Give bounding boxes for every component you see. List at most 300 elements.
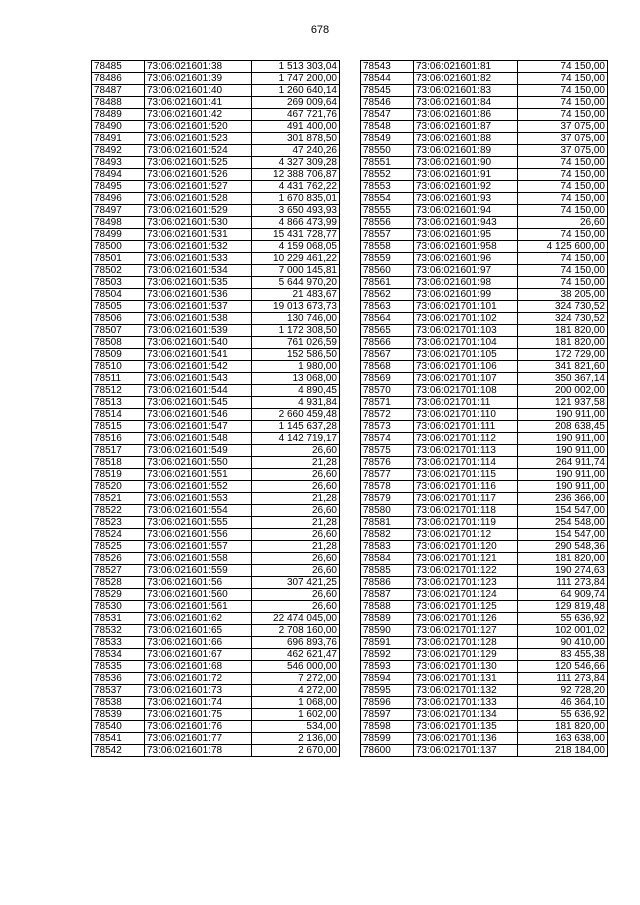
cadastral-value: 190 911,00 xyxy=(518,445,608,457)
cadastral-value: 74 150,00 xyxy=(518,73,608,85)
row-number: 78593 xyxy=(361,661,414,673)
row-number: 78568 xyxy=(361,361,414,373)
cadastral-number: 73:06:021701:111 xyxy=(414,421,518,433)
cadastral-value: 21 483,67 xyxy=(252,289,340,301)
cadastral-value: 74 150,00 xyxy=(518,277,608,289)
row-number: 78600 xyxy=(361,745,414,757)
table-row xyxy=(361,445,608,457)
cadastral-value: 37 075,00 xyxy=(518,145,608,157)
cadastral-number: 73:06:021701:132 xyxy=(414,685,518,697)
table-row xyxy=(92,457,340,469)
cadastral-number: 73:06:021701:133 xyxy=(414,697,518,709)
cadastral-value: 290 548,36 xyxy=(518,541,608,553)
table-row xyxy=(92,109,340,121)
table-row xyxy=(361,745,608,757)
cadastral-value: 74 150,00 xyxy=(518,253,608,265)
row-number: 78599 xyxy=(361,733,414,745)
table-row xyxy=(92,661,340,673)
row-number: 78492 xyxy=(92,145,145,157)
cadastral-number: 73:06:021601:561 xyxy=(145,601,252,613)
row-number: 78560 xyxy=(361,265,414,277)
cadastral-number: 73:06:021701:104 xyxy=(414,337,518,349)
cadastral-value: 1 513 303,04 xyxy=(252,61,340,73)
table-row xyxy=(361,661,608,673)
cadastral-number: 73:06:021701:136 xyxy=(414,733,518,745)
cadastral-value: 4 159 068,05 xyxy=(252,241,340,253)
table-row xyxy=(361,673,608,685)
row-number: 78506 xyxy=(92,313,145,325)
row-number: 78486 xyxy=(92,73,145,85)
row-number: 78558 xyxy=(361,241,414,253)
table-row xyxy=(92,565,340,577)
cadastral-number: 73:06:021601:89 xyxy=(414,145,518,157)
cadastral-number: 73:06:021701:123 xyxy=(414,577,518,589)
cadastral-value: 1 260 640,14 xyxy=(252,85,340,97)
table-row xyxy=(92,193,340,205)
cadastral-value: 74 150,00 xyxy=(518,265,608,277)
cadastral-value: 1 747 200,00 xyxy=(252,73,340,85)
table-row xyxy=(361,493,608,505)
cadastral-number: 73:06:021601:62 xyxy=(145,613,252,625)
cadastral-number: 73:06:021601:78 xyxy=(145,745,252,757)
row-number: 78555 xyxy=(361,205,414,217)
table-row xyxy=(361,517,608,529)
row-number: 78500 xyxy=(92,241,145,253)
table-row xyxy=(92,85,340,97)
cadastral-value: 26,60 xyxy=(518,217,608,229)
cadastral-value: 341 821,60 xyxy=(518,361,608,373)
cadastral-number: 73:06:021601:95 xyxy=(414,229,518,241)
table-row xyxy=(92,481,340,493)
table-row xyxy=(92,601,340,613)
cadastral-number: 73:06:021601:943 xyxy=(414,217,518,229)
row-number: 78505 xyxy=(92,301,145,313)
table-row xyxy=(361,457,608,469)
row-number: 78553 xyxy=(361,181,414,193)
table-row xyxy=(92,217,340,229)
page-number: 678 xyxy=(310,24,330,36)
table-row xyxy=(92,181,340,193)
table-row xyxy=(361,121,608,133)
cadastral-value: 74 150,00 xyxy=(518,85,608,97)
cadastral-value: 467 721,76 xyxy=(252,109,340,121)
cadastral-value: 37 075,00 xyxy=(518,133,608,145)
cadastral-number: 73:06:021601:75 xyxy=(145,709,252,721)
cadastral-value: 190 911,00 xyxy=(518,481,608,493)
cadastral-number: 73:06:021601:551 xyxy=(145,469,252,481)
table-row xyxy=(92,433,340,445)
cadastral-number: 73:06:021601:544 xyxy=(145,385,252,397)
table-row xyxy=(361,361,608,373)
table-row xyxy=(361,61,608,73)
cadastral-value: 307 421,25 xyxy=(252,577,340,589)
table-row xyxy=(92,589,340,601)
cadastral-value: 181 820,00 xyxy=(518,721,608,733)
row-number: 78542 xyxy=(92,745,145,757)
cadastral-number: 73:06:021601:535 xyxy=(145,277,252,289)
cadastral-value: 47 240,26 xyxy=(252,145,340,157)
table-row xyxy=(92,745,340,757)
row-number: 78507 xyxy=(92,325,145,337)
row-number: 78572 xyxy=(361,409,414,421)
row-number: 78566 xyxy=(361,337,414,349)
cadastral-value: 64 909,74 xyxy=(518,589,608,601)
row-number: 78496 xyxy=(92,193,145,205)
cadastral-value: 3 650 493,93 xyxy=(252,205,340,217)
cadastral-number: 73:06:021601:88 xyxy=(414,133,518,145)
row-number: 78518 xyxy=(92,457,145,469)
cadastral-value: 13 068,00 xyxy=(252,373,340,385)
row-number: 78596 xyxy=(361,697,414,709)
table-row xyxy=(361,169,608,181)
table-row xyxy=(92,253,340,265)
cadastral-value: 74 150,00 xyxy=(518,181,608,193)
table-row xyxy=(361,469,608,481)
table-row xyxy=(361,337,608,349)
table-row xyxy=(361,313,608,325)
table-row xyxy=(92,349,340,361)
row-number: 78517 xyxy=(92,445,145,457)
cadastral-number: 73:06:021601:82 xyxy=(414,73,518,85)
cadastral-value: 26,60 xyxy=(252,481,340,493)
table-row xyxy=(361,541,608,553)
table-row xyxy=(92,229,340,241)
cadastral-value: 4 866 473,99 xyxy=(252,217,340,229)
table-row xyxy=(361,637,608,649)
table-row xyxy=(92,541,340,553)
cadastral-value: 37 075,00 xyxy=(518,121,608,133)
cadastral-value: 21,28 xyxy=(252,457,340,469)
cadastral-number: 73:06:021601:76 xyxy=(145,721,252,733)
row-number: 78588 xyxy=(361,601,414,613)
table-row xyxy=(92,397,340,409)
cadastral-value: 190 274,63 xyxy=(518,565,608,577)
cadastral-value: 74 150,00 xyxy=(518,109,608,121)
cadastral-value: 1 980,00 xyxy=(252,361,340,373)
cadastral-number: 73:06:021601:38 xyxy=(145,61,252,73)
row-number: 78527 xyxy=(92,565,145,577)
table-row xyxy=(92,73,340,85)
cadastral-number: 73:06:021701:112 xyxy=(414,433,518,445)
row-number: 78586 xyxy=(361,577,414,589)
table-row xyxy=(92,697,340,709)
cadastral-number: 73:06:021601:538 xyxy=(145,313,252,325)
cadastral-number: 73:06:021701:116 xyxy=(414,481,518,493)
cadastral-number: 73:06:021601:557 xyxy=(145,541,252,553)
row-number: 78583 xyxy=(361,541,414,553)
cadastral-value: 152 586,50 xyxy=(252,349,340,361)
row-number: 78581 xyxy=(361,517,414,529)
cadastral-number: 73:06:021601:73 xyxy=(145,685,252,697)
cadastral-value: 83 455,38 xyxy=(518,649,608,661)
cadastral-value: 46 364,10 xyxy=(518,697,608,709)
cadastral-number: 73:06:021601:41 xyxy=(145,97,252,109)
cadastral-number: 73:06:021701:114 xyxy=(414,457,518,469)
cadastral-number: 73:06:021601:559 xyxy=(145,565,252,577)
table-row xyxy=(92,409,340,421)
row-number: 78582 xyxy=(361,529,414,541)
row-number: 78559 xyxy=(361,253,414,265)
row-number: 78512 xyxy=(92,385,145,397)
cadastral-value: 74 150,00 xyxy=(518,205,608,217)
cadastral-value: 26,60 xyxy=(252,601,340,613)
cadastral-value: 534,00 xyxy=(252,721,340,733)
cadastral-value: 74 150,00 xyxy=(518,97,608,109)
table-row xyxy=(92,649,340,661)
table-row xyxy=(92,553,340,565)
row-number: 78536 xyxy=(92,673,145,685)
table-row xyxy=(361,157,608,169)
row-number: 78580 xyxy=(361,505,414,517)
cadastral-number: 73:06:021601:66 xyxy=(145,637,252,649)
row-number: 78502 xyxy=(92,265,145,277)
table-row xyxy=(92,469,340,481)
cadastral-number: 73:06:021701:124 xyxy=(414,589,518,601)
table-row xyxy=(92,145,340,157)
row-number: 78585 xyxy=(361,565,414,577)
table-row xyxy=(92,673,340,685)
cadastral-number: 73:06:021601:528 xyxy=(145,193,252,205)
cadastral-value: 26,60 xyxy=(252,589,340,601)
row-number: 78488 xyxy=(92,97,145,109)
table-row xyxy=(361,85,608,97)
cadastral-value: 324 730,52 xyxy=(518,301,608,313)
cadastral-value: 190 911,00 xyxy=(518,433,608,445)
cadastral-number: 73:06:021601:77 xyxy=(145,733,252,745)
cadastral-value: 55 636,92 xyxy=(518,709,608,721)
cadastral-number: 73:06:021701:117 xyxy=(414,493,518,505)
cadastral-number: 73:06:021601:94 xyxy=(414,205,518,217)
table-row xyxy=(361,265,608,277)
cadastral-value: 181 820,00 xyxy=(518,337,608,349)
table-row xyxy=(361,505,608,517)
cadastral-number: 73:06:021601:96 xyxy=(414,253,518,265)
cadastral-number: 73:06:021601:542 xyxy=(145,361,252,373)
row-number: 78539 xyxy=(92,709,145,721)
cadastral-number: 73:06:021601:547 xyxy=(145,421,252,433)
row-number: 78531 xyxy=(92,613,145,625)
row-number: 78552 xyxy=(361,169,414,181)
cadastral-number: 73:06:021601:552 xyxy=(145,481,252,493)
cadastral-value: 1 670 835,01 xyxy=(252,193,340,205)
table-row xyxy=(361,565,608,577)
cadastral-number: 73:06:021601:540 xyxy=(145,337,252,349)
cadastral-number: 73:06:021701:135 xyxy=(414,721,518,733)
cadastral-number: 73:06:021601:550 xyxy=(145,457,252,469)
row-number: 78503 xyxy=(92,277,145,289)
row-number: 78594 xyxy=(361,673,414,685)
table-row xyxy=(361,709,608,721)
table-row xyxy=(92,301,340,313)
table-row xyxy=(92,385,340,397)
table-row xyxy=(361,73,608,85)
cadastral-number: 73:06:021601:39 xyxy=(145,73,252,85)
cadastral-value: 163 638,00 xyxy=(518,733,608,745)
row-number: 78540 xyxy=(92,721,145,733)
row-number: 78584 xyxy=(361,553,414,565)
cadastral-value: 324 730,52 xyxy=(518,313,608,325)
table-row xyxy=(361,601,608,613)
cadastral-number: 73:06:021601:545 xyxy=(145,397,252,409)
table-row xyxy=(361,721,608,733)
row-number: 78574 xyxy=(361,433,414,445)
cadastral-number: 73:06:021701:127 xyxy=(414,625,518,637)
cadastral-value: 4 272,00 xyxy=(252,685,340,697)
table-row xyxy=(361,205,608,217)
table-row xyxy=(361,553,608,565)
cadastral-value: 12 388 706,87 xyxy=(252,169,340,181)
cadastral-value: 55 636,92 xyxy=(518,613,608,625)
cadastral-number: 73:06:021601:536 xyxy=(145,289,252,301)
cadastral-value: 7 000 145,81 xyxy=(252,265,340,277)
table-row xyxy=(361,433,608,445)
row-number: 78493 xyxy=(92,157,145,169)
row-number: 78544 xyxy=(361,73,414,85)
cadastral-number: 73:06:021601:958 xyxy=(414,241,518,253)
cadastral-value: 74 150,00 xyxy=(518,193,608,205)
table-row xyxy=(92,337,340,349)
cadastral-value: 38 205,00 xyxy=(518,289,608,301)
cadastral-number: 73:06:021601:65 xyxy=(145,625,252,637)
table-row xyxy=(92,421,340,433)
row-number: 78497 xyxy=(92,205,145,217)
cadastral-value: 2 660 459,48 xyxy=(252,409,340,421)
cadastral-number: 73:06:021701:113 xyxy=(414,445,518,457)
row-number: 78522 xyxy=(92,505,145,517)
cadastral-number: 73:06:021601:537 xyxy=(145,301,252,313)
cadastral-value: 491 400,00 xyxy=(252,121,340,133)
cadastral-number: 73:06:021601:560 xyxy=(145,589,252,601)
cadastral-number: 73:06:021701:110 xyxy=(414,409,518,421)
cadastral-value: 74 150,00 xyxy=(518,229,608,241)
cadastral-number: 73:06:021701:102 xyxy=(414,313,518,325)
cadastral-value: 236 366,00 xyxy=(518,493,608,505)
table-row xyxy=(92,133,340,145)
cadastral-number: 73:06:021701:125 xyxy=(414,601,518,613)
cadastral-value: 26,60 xyxy=(252,469,340,481)
cadastral-number: 73:06:021601:74 xyxy=(145,697,252,709)
cadastral-number: 73:06:021701:122 xyxy=(414,565,518,577)
row-number: 78573 xyxy=(361,421,414,433)
cadastral-number: 73:06:021601:527 xyxy=(145,181,252,193)
cadastral-number: 73:06:021601:539 xyxy=(145,325,252,337)
table-row xyxy=(92,445,340,457)
row-number: 78598 xyxy=(361,721,414,733)
row-number: 78548 xyxy=(361,121,414,133)
table-row xyxy=(361,277,608,289)
cadastral-value: 26,60 xyxy=(252,445,340,457)
cadastral-value: 5 644 970,20 xyxy=(252,277,340,289)
cadastral-value: 21,28 xyxy=(252,493,340,505)
row-number: 78557 xyxy=(361,229,414,241)
cadastral-value: 4 125 600,00 xyxy=(518,241,608,253)
cadastral-number: 73:06:021701:121 xyxy=(414,553,518,565)
row-number: 78501 xyxy=(92,253,145,265)
cadastral-value: 4 327 309,28 xyxy=(252,157,340,169)
table-row xyxy=(92,169,340,181)
table-row xyxy=(361,589,608,601)
cadastral-value: 7 272,00 xyxy=(252,673,340,685)
cadastral-number: 73:06:021601:525 xyxy=(145,157,252,169)
row-number: 78499 xyxy=(92,229,145,241)
table-row xyxy=(92,517,340,529)
cadastral-value: 26,60 xyxy=(252,529,340,541)
table-row xyxy=(92,97,340,109)
table-row xyxy=(361,373,608,385)
cadastral-number: 73:06:021601:553 xyxy=(145,493,252,505)
cadastral-value: 181 820,00 xyxy=(518,553,608,565)
cadastral-number: 73:06:021701:137 xyxy=(414,745,518,757)
cadastral-value: 696 893,76 xyxy=(252,637,340,649)
row-number: 78571 xyxy=(361,397,414,409)
cadastral-number: 73:06:021601:93 xyxy=(414,193,518,205)
row-number: 78520 xyxy=(92,481,145,493)
table-row xyxy=(361,529,608,541)
cadastral-number: 73:06:021601:556 xyxy=(145,529,252,541)
row-number: 78591 xyxy=(361,637,414,649)
cadastral-number: 73:06:021601:529 xyxy=(145,205,252,217)
row-number: 78541 xyxy=(92,733,145,745)
table-row xyxy=(361,385,608,397)
cadastral-value-table-left xyxy=(91,60,340,757)
cadastral-value: 111 273,84 xyxy=(518,673,608,685)
row-number: 78577 xyxy=(361,469,414,481)
cadastral-number: 73:06:021701:101 xyxy=(414,301,518,313)
cadastral-number: 73:06:021601:524 xyxy=(145,145,252,157)
cadastral-number: 73:06:021601:531 xyxy=(145,229,252,241)
cadastral-number: 73:06:021601:541 xyxy=(145,349,252,361)
table-row xyxy=(92,361,340,373)
cadastral-value: 218 184,00 xyxy=(518,745,608,757)
table-row xyxy=(92,241,340,253)
row-number: 78576 xyxy=(361,457,414,469)
cadastral-value: 1 172 308,50 xyxy=(252,325,340,337)
table-row xyxy=(92,265,340,277)
cadastral-value: 190 911,00 xyxy=(518,469,608,481)
cadastral-value: 1 602,00 xyxy=(252,709,340,721)
cadastral-value: 190 911,00 xyxy=(518,409,608,421)
cadastral-value: 4 890,45 xyxy=(252,385,340,397)
table-row xyxy=(361,133,608,145)
cadastral-value: 15 431 728,77 xyxy=(252,229,340,241)
table-row xyxy=(92,205,340,217)
table-row xyxy=(92,529,340,541)
row-number: 78567 xyxy=(361,349,414,361)
table-row xyxy=(92,373,340,385)
cadastral-number: 73:06:021701:126 xyxy=(414,613,518,625)
table-row xyxy=(361,397,608,409)
row-number: 78485 xyxy=(92,61,145,73)
cadastral-value: 111 273,84 xyxy=(518,577,608,589)
cadastral-number: 73:06:021701:108 xyxy=(414,385,518,397)
cadastral-value: 761 026,59 xyxy=(252,337,340,349)
cadastral-value: 22 474 045,00 xyxy=(252,613,340,625)
row-number: 78494 xyxy=(92,169,145,181)
cadastral-number: 73:06:021601:84 xyxy=(414,97,518,109)
cadastral-value: 26,60 xyxy=(252,505,340,517)
table-row xyxy=(361,229,608,241)
cadastral-value-table-right xyxy=(360,60,608,757)
cadastral-value: 462 621,47 xyxy=(252,649,340,661)
row-number: 78524 xyxy=(92,529,145,541)
table-row xyxy=(92,577,340,589)
table-row xyxy=(92,277,340,289)
cadastral-number: 73:06:021601:532 xyxy=(145,241,252,253)
cadastral-value: 2 670,00 xyxy=(252,745,340,757)
row-number: 78519 xyxy=(92,469,145,481)
cadastral-number: 73:06:021601:543 xyxy=(145,373,252,385)
cadastral-number: 73:06:021601:86 xyxy=(414,109,518,121)
